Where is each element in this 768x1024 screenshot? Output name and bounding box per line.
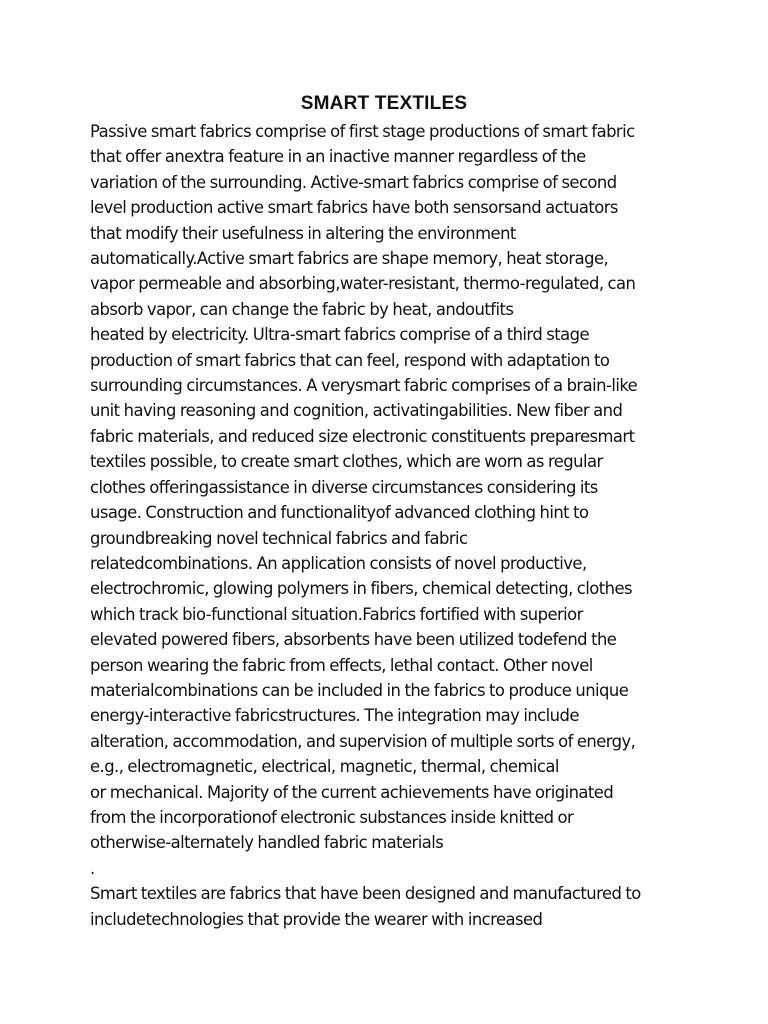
text-line: textiles possible, to create smart clothes, which are worn as regular (90, 452, 603, 472)
text-line: vapor permeable and absorbing,water-resistant, thermo-regulated, can (90, 274, 636, 294)
text-line: elevated powered fibers, absorbents have been utilized todefend the (90, 630, 617, 650)
text-line: Passive smart fabrics comprise of first stage productions of smart fabric (90, 122, 635, 141)
text-line: relatedcombinations. An application consists of novel productive, (90, 553, 587, 573)
body-text (90, 119, 710, 932)
text-line: absorb vapor, can change the fabric by heat, andoutfits (90, 299, 514, 319)
text-line: includetechnologies that provide the wearer with increased (90, 909, 543, 929)
page-title: SMART TEXTILES (300, 93, 468, 114)
text-line: or mechanical. Majority of the current achievements have originated (90, 782, 614, 802)
text-line: usage. Construction and functionalityof advanced clothing hint to (90, 503, 589, 523)
text-line: that modify their usefulness in altering the environment (90, 223, 516, 243)
text-line: electrochromic, glowing polymers in fibers, chemical detecting, clothes (90, 579, 632, 599)
text-line: fabric materials, and reduced size electronic constituents preparesmart (90, 426, 635, 446)
text-line: automatically.Active smart fabrics are shape memory, heat storage, (90, 249, 609, 269)
text-line: . (90, 858, 95, 878)
text-line: groundbreaking novel technical fabrics and fabric (90, 528, 468, 548)
text-line: person wearing the fabric from effects, lethal contact. Other novel (90, 655, 593, 675)
text-line: clothes offeringassistance in diverse circumstances considering its (90, 477, 598, 497)
text-line: heated by electricity. Ultra-smart fabrics comprise of a third stage (90, 325, 589, 345)
text-line: materialcombinations can be included in the fabrics to produce unique (90, 680, 629, 700)
text-line: otherwise-alternately handled fabric materials (90, 833, 444, 853)
text-line: level production active smart fabrics have both sensorsand actuators (90, 198, 618, 218)
text-line: variation of the surrounding. Active-smart fabrics comprise of second (90, 172, 617, 192)
text-line: alteration, accommodation, and supervision of multiple sorts of energy, (90, 731, 636, 751)
text-line: surrounding circumstances. A verysmart fabric comprises of a brain-like (90, 376, 638, 396)
text-line: energy-interactive fabricstructures. The integration may include (90, 706, 579, 726)
text-line: production of smart fabrics that can feel, respond with adaptation to (90, 350, 610, 370)
text-line: that offer anextra feature in an inactive manner regardless of the (90, 147, 586, 167)
text-line: which track bio-functional situation.Fabrics fortified with superior (90, 604, 583, 624)
text-line: e.g., electromagnetic, electrical, magnetic, thermal, chemical (90, 757, 559, 777)
text-line: Smart textiles are fabrics that have been designed and manufactured to (90, 884, 641, 904)
text-line: from the incorporationof electronic substances inside knitted or (90, 807, 574, 827)
text-line: unit having reasoning and cognition, activatingabilities. New fiber and (90, 401, 623, 421)
